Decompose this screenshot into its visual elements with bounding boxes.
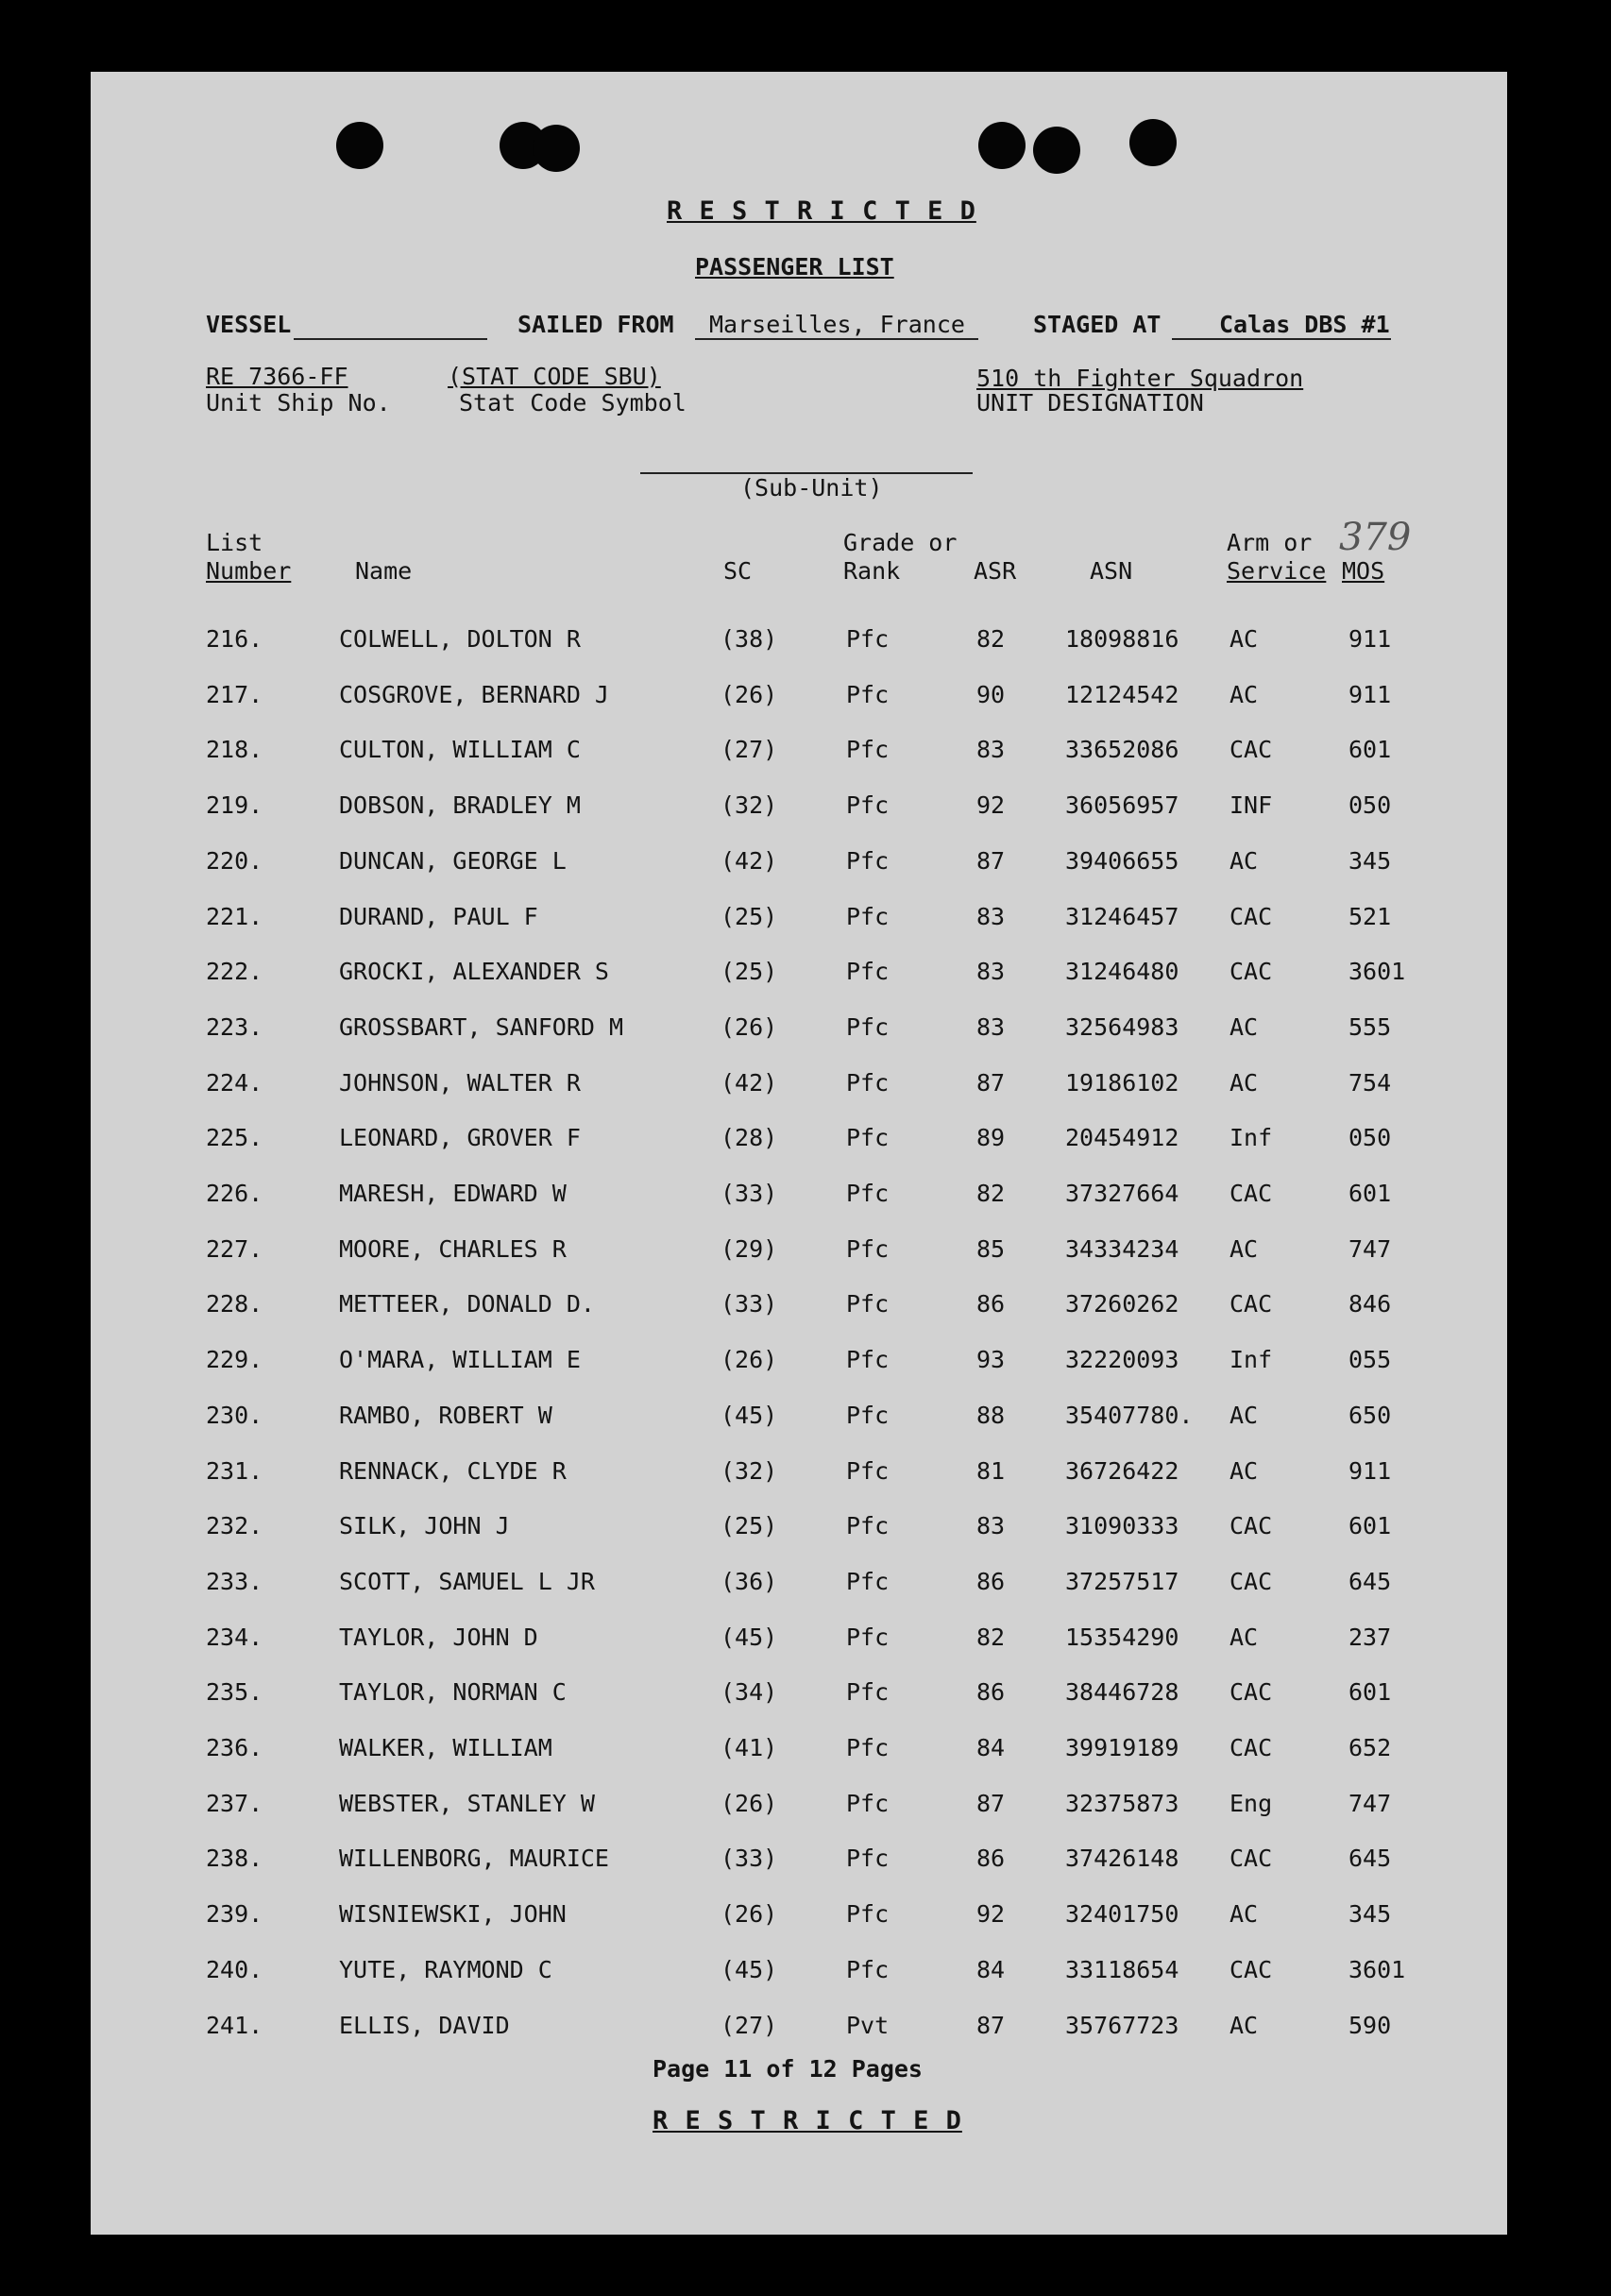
cell-asn: 15354290: [1065, 1623, 1179, 1651]
cell-mos: 601: [1348, 1678, 1392, 1707]
cell-asr: 90: [976, 680, 1006, 708]
cell-grade: Pvt: [846, 2011, 890, 2039]
cell-sc: (27): [721, 736, 778, 764]
cell-sc: (25): [721, 902, 778, 930]
punch-hole: [1129, 119, 1177, 166]
table-row: [91, 1674, 1507, 1711]
cell-grade: Pfc: [846, 902, 890, 930]
cell-name: TAYLOR, NORMAN C: [339, 1678, 567, 1707]
table-row: [91, 1785, 1507, 1823]
cell-num: 234.: [206, 1623, 263, 1651]
cell-grade: Pfc: [846, 625, 890, 653]
cell-arm: AC: [1229, 1456, 1259, 1485]
cell-num: 226.: [206, 1180, 263, 1207]
page-stamp-number: 379: [1339, 516, 1412, 559]
cell-sc: (26): [721, 680, 778, 708]
cell-arm: CAC: [1229, 1290, 1273, 1318]
cell-asn: 35767723: [1065, 2011, 1179, 2039]
cell-asn: 38446728: [1065, 1678, 1179, 1707]
cell-name: WILLENBORG, MAURICE: [339, 1845, 609, 1873]
cell-sc: (32): [721, 791, 778, 820]
cell-mos: 050: [1348, 791, 1392, 820]
cell-mos: 645: [1348, 1567, 1392, 1595]
cell-asn: 36056957: [1065, 791, 1179, 820]
cell-asr: 82: [976, 1623, 1006, 1651]
table-row: [91, 621, 1507, 658]
cell-name: RAMBO, ROBERT W: [339, 1401, 552, 1429]
cell-arm: AC: [1229, 1012, 1259, 1041]
cell-name: METTEER, DONALD D.: [339, 1290, 595, 1318]
cell-sc: (32): [721, 1456, 778, 1485]
cell-asr: 82: [976, 1180, 1006, 1207]
table-row: [91, 787, 1507, 825]
cell-sc: (45): [721, 1955, 778, 1983]
cell-name: COSGROVE, BERNARD J: [339, 680, 609, 708]
staged-at-line: [1172, 338, 1391, 340]
cell-mos: 754: [1348, 1068, 1392, 1097]
cell-asn: 37327664: [1065, 1180, 1179, 1207]
col-arm-2: Service: [1227, 557, 1327, 585]
cell-mos: 3601: [1348, 1955, 1406, 1983]
cell-sc: (33): [721, 1180, 778, 1207]
restricted-footer: R E S T R I C T E D: [653, 2106, 962, 2135]
sub-unit-label: (Sub-Unit): [740, 474, 883, 502]
cell-sc: (42): [721, 846, 778, 875]
cell-sc: (41): [721, 1734, 778, 1761]
cell-asr: 87: [976, 1789, 1006, 1817]
cell-name: MARESH, EDWARD W: [339, 1180, 567, 1207]
cell-grade: Pfc: [846, 1512, 890, 1540]
cell-num: 224.: [206, 1068, 263, 1097]
cell-sc: (26): [721, 1789, 778, 1817]
cell-name: TAYLOR, JOHN D: [339, 1623, 538, 1651]
cell-arm: AC: [1229, 2011, 1259, 2039]
cell-sc: (42): [721, 1068, 778, 1097]
cell-grade: Pfc: [846, 1012, 890, 1041]
cell-mos: 601: [1348, 1512, 1392, 1540]
table-row: [91, 1729, 1507, 1767]
vessel-line: [294, 338, 487, 340]
table-row: [91, 1619, 1507, 1657]
cell-grade: Pfc: [846, 736, 890, 764]
cell-arm: CAC: [1229, 1512, 1273, 1540]
cell-num: 222.: [206, 958, 263, 986]
cell-name: CULTON, WILLIAM C: [339, 736, 581, 764]
cell-mos: 590: [1348, 2011, 1392, 2039]
cell-sc: (26): [721, 1900, 778, 1929]
cell-asn: 31246457: [1065, 902, 1179, 930]
cell-asn: 18098816: [1065, 625, 1179, 653]
col-mos: MOS: [1342, 557, 1385, 585]
stat-code-value: (STAT CODE SBU): [448, 363, 661, 390]
cell-mos: 555: [1348, 1012, 1392, 1041]
cell-asr: 81: [976, 1456, 1006, 1485]
cell-name: COLWELL, DOLTON R: [339, 625, 581, 653]
cell-mos: 645: [1348, 1845, 1392, 1873]
cell-asr: 87: [976, 2011, 1006, 2039]
cell-arm: AC: [1229, 680, 1259, 708]
cell-arm: Eng: [1229, 1789, 1273, 1817]
cell-sc: (34): [721, 1678, 778, 1707]
cell-asn: 39919189: [1065, 1734, 1179, 1761]
cell-asn: 32375873: [1065, 1789, 1179, 1817]
table-row: [91, 1231, 1507, 1268]
cell-arm: AC: [1229, 1900, 1259, 1929]
cell-sc: (36): [721, 1567, 778, 1595]
cell-name: WISNIEWSKI, JOHN: [339, 1900, 567, 1929]
cell-sc: (38): [721, 625, 778, 653]
cell-asr: 85: [976, 1234, 1006, 1263]
cell-asr: 93: [976, 1346, 1006, 1374]
cell-grade: Pfc: [846, 1789, 890, 1817]
cell-sc: (25): [721, 1512, 778, 1540]
cell-asr: 83: [976, 736, 1006, 764]
cell-num: 230.: [206, 1401, 263, 1429]
cell-sc: (45): [721, 1401, 778, 1429]
cell-grade: Pfc: [846, 1567, 890, 1595]
cell-asr: 86: [976, 1290, 1006, 1318]
cell-asn: 31090333: [1065, 1512, 1179, 1540]
cell-num: 240.: [206, 1955, 263, 1983]
cell-mos: 601: [1348, 1180, 1392, 1207]
cell-mos: 521: [1348, 902, 1392, 930]
col-grade-2: Rank: [843, 557, 901, 585]
cell-grade: Pfc: [846, 1180, 890, 1207]
cell-mos: 345: [1348, 1900, 1392, 1929]
cell-asn: 35407780.: [1065, 1401, 1194, 1429]
vessel-label: VESSEL: [206, 311, 292, 338]
cell-mos: 650: [1348, 1401, 1392, 1429]
cell-name: SILK, JOHN J: [339, 1512, 510, 1540]
cell-grade: Pfc: [846, 1290, 890, 1318]
cell-name: DOBSON, BRADLEY M: [339, 791, 581, 820]
cell-asr: 88: [976, 1401, 1006, 1429]
cell-grade: Pfc: [846, 1401, 890, 1429]
sailed-from-value: Marseilles, France: [709, 311, 965, 338]
cell-num: 233.: [206, 1567, 263, 1595]
table-row: [91, 731, 1507, 769]
cell-num: 239.: [206, 1900, 263, 1929]
cell-asr: 86: [976, 1567, 1006, 1595]
cell-grade: Pfc: [846, 1234, 890, 1263]
cell-grade: Pfc: [846, 1346, 890, 1374]
staged-at-label: STAGED AT: [1033, 311, 1162, 338]
table-row: [91, 1064, 1507, 1102]
cell-asn: 31246480: [1065, 958, 1179, 986]
cell-num: 238.: [206, 1845, 263, 1873]
table-row: [91, 1840, 1507, 1878]
cell-grade: Pfc: [846, 1955, 890, 1983]
cell-arm: AC: [1229, 1234, 1259, 1263]
unit-designation-value: 510 th Fighter Squadron: [976, 365, 1304, 392]
table-row: [91, 1341, 1507, 1379]
cell-sc: (27): [721, 2011, 778, 2039]
punch-hole: [978, 122, 1026, 169]
cell-asr: 84: [976, 1734, 1006, 1761]
cell-asn: 33652086: [1065, 736, 1179, 764]
cell-num: 219.: [206, 791, 263, 820]
table-row: [91, 842, 1507, 880]
cell-arm: CAC: [1229, 902, 1273, 930]
cell-num: 241.: [206, 2011, 263, 2039]
cell-mos: 237: [1348, 1623, 1392, 1651]
table-row: [91, 1285, 1507, 1323]
cell-name: WALKER, WILLIAM: [339, 1734, 552, 1761]
document-page: [91, 72, 1507, 2235]
cell-sc: (26): [721, 1346, 778, 1374]
cell-mos: 911: [1348, 625, 1392, 653]
page-info: Page 11 of 12 Pages: [653, 2055, 923, 2083]
passenger-list-title: PASSENGER LIST: [695, 253, 894, 281]
cell-num: 232.: [206, 1512, 263, 1540]
unit-ship-no-value: RE 7366-FF: [206, 363, 348, 390]
cell-arm: AC: [1229, 1401, 1259, 1429]
table-row: [91, 1175, 1507, 1213]
cell-asn: 39406655: [1065, 846, 1179, 875]
restricted-title: R E S T R I C T E D: [667, 196, 976, 226]
cell-asr: 86: [976, 1678, 1006, 1707]
cell-asn: 19186102: [1065, 1068, 1179, 1097]
cell-mos: 055: [1348, 1346, 1392, 1374]
col-list-number-1: List: [206, 529, 263, 556]
sailed-from-line: [695, 338, 978, 340]
cell-grade: Pfc: [846, 1623, 890, 1651]
col-arm-1: Arm or: [1227, 529, 1313, 556]
cell-num: 221.: [206, 902, 263, 930]
cell-mos: 345: [1348, 846, 1392, 875]
cell-asr: 83: [976, 958, 1006, 986]
table-row: [91, 1563, 1507, 1601]
table-row: [91, 1896, 1507, 1933]
cell-mos: 846: [1348, 1290, 1392, 1318]
cell-asr: 92: [976, 791, 1006, 820]
cell-asr: 92: [976, 1900, 1006, 1929]
cell-asr: 87: [976, 846, 1006, 875]
cell-asn: 34334234: [1065, 1234, 1179, 1263]
cell-mos: 050: [1348, 1124, 1392, 1152]
unit-ship-no-label: Unit Ship No.: [206, 389, 391, 417]
cell-grade: Pfc: [846, 1678, 890, 1707]
cell-arm: AC: [1229, 1623, 1259, 1651]
cell-mos: 601: [1348, 736, 1392, 764]
cell-asn: 20454912: [1065, 1124, 1179, 1152]
cell-asr: 82: [976, 625, 1006, 653]
cell-arm: CAC: [1229, 1734, 1273, 1761]
sailed-from-label: SAILED FROM: [517, 311, 674, 338]
cell-mos: 911: [1348, 1456, 1392, 1485]
table-row: [91, 1119, 1507, 1157]
cell-sc: (45): [721, 1623, 778, 1651]
cell-asr: 83: [976, 1512, 1006, 1540]
punch-hole: [336, 122, 383, 169]
cell-arm: AC: [1229, 1068, 1259, 1097]
cell-sc: (25): [721, 958, 778, 986]
cell-name: LEONARD, GROVER F: [339, 1124, 581, 1152]
cell-name: ELLIS, DAVID: [339, 2011, 510, 2039]
cell-asn: 32401750: [1065, 1900, 1179, 1929]
cell-name: YUTE, RAYMOND C: [339, 1955, 552, 1983]
table-row: [91, 1507, 1507, 1545]
cell-grade: Pfc: [846, 791, 890, 820]
cell-asr: 86: [976, 1845, 1006, 1873]
cell-num: 223.: [206, 1012, 263, 1041]
cell-arm: CAC: [1229, 958, 1273, 986]
col-list-number-2: Number: [206, 557, 292, 585]
cell-num: 235.: [206, 1678, 263, 1707]
table-row: [91, 676, 1507, 714]
unit-designation-label: UNIT DESIGNATION: [976, 389, 1204, 417]
cell-asn: 37257517: [1065, 1567, 1179, 1595]
cell-asr: 89: [976, 1124, 1006, 1152]
table-row: [91, 1397, 1507, 1435]
col-asr: ASR: [974, 557, 1017, 585]
cell-grade: Pfc: [846, 1068, 890, 1097]
table-row: [91, 1453, 1507, 1490]
cell-num: 225.: [206, 1124, 263, 1152]
cell-mos: 747: [1348, 1234, 1392, 1263]
cell-name: GROCKI, ALEXANDER S: [339, 958, 609, 986]
cell-mos: 652: [1348, 1734, 1392, 1761]
cell-asn: 33118654: [1065, 1955, 1179, 1983]
cell-sc: (29): [721, 1234, 778, 1263]
cell-name: DUNCAN, GEORGE L: [339, 846, 567, 875]
cell-asr: 87: [976, 1068, 1006, 1097]
table-row: [91, 2007, 1507, 2045]
cell-grade: Pfc: [846, 1456, 890, 1485]
cell-num: 220.: [206, 846, 263, 875]
cell-sc: (33): [721, 1290, 778, 1318]
cell-sc: (33): [721, 1845, 778, 1873]
cell-asn: 32564983: [1065, 1012, 1179, 1041]
cell-asn: 32220093: [1065, 1346, 1179, 1374]
cell-grade: Pfc: [846, 680, 890, 708]
table-row: [91, 1951, 1507, 1989]
table-row: [91, 953, 1507, 991]
cell-name: DURAND, PAUL F: [339, 902, 538, 930]
cell-asr: 83: [976, 1012, 1006, 1041]
cell-num: 229.: [206, 1346, 263, 1374]
cell-num: 227.: [206, 1234, 263, 1263]
punch-hole: [533, 125, 580, 172]
cell-asr: 83: [976, 902, 1006, 930]
col-sc: SC: [723, 557, 753, 585]
cell-grade: Pfc: [846, 846, 890, 875]
cell-asn: 37426148: [1065, 1845, 1179, 1873]
table-row: [91, 898, 1507, 936]
cell-name: WEBSTER, STANLEY W: [339, 1789, 595, 1817]
cell-num: 228.: [206, 1290, 263, 1318]
cell-name: MOORE, CHARLES R: [339, 1234, 567, 1263]
cell-arm: Inf: [1229, 1346, 1273, 1374]
cell-num: 237.: [206, 1789, 263, 1817]
cell-grade: Pfc: [846, 1734, 890, 1761]
cell-sc: (26): [721, 1012, 778, 1041]
cell-grade: Pfc: [846, 1124, 890, 1152]
cell-arm: CAC: [1229, 1845, 1273, 1873]
cell-arm: CAC: [1229, 1180, 1273, 1207]
cell-mos: 3601: [1348, 958, 1406, 986]
cell-mos: 747: [1348, 1789, 1392, 1817]
stat-code-label: Stat Code Symbol: [459, 389, 687, 417]
cell-grade: Pfc: [846, 958, 890, 986]
cell-arm: CAC: [1229, 1678, 1273, 1707]
cell-grade: Pfc: [846, 1900, 890, 1929]
cell-num: 216.: [206, 625, 263, 653]
col-asn: ASN: [1090, 557, 1133, 585]
cell-asr: 84: [976, 1955, 1006, 1983]
cell-mos: 911: [1348, 680, 1392, 708]
cell-num: 236.: [206, 1734, 263, 1761]
cell-num: 217.: [206, 680, 263, 708]
cell-num: 231.: [206, 1456, 263, 1485]
cell-name: RENNACK, CLYDE R: [339, 1456, 567, 1485]
col-grade-1: Grade or: [843, 529, 958, 556]
cell-arm: INF: [1229, 791, 1273, 820]
cell-asn: 37260262: [1065, 1290, 1179, 1318]
cell-arm: Inf: [1229, 1124, 1273, 1152]
cell-arm: AC: [1229, 625, 1259, 653]
cell-name: GROSSBART, SANFORD M: [339, 1012, 624, 1041]
cell-arm: CAC: [1229, 736, 1273, 764]
cell-name: JOHNSON, WALTER R: [339, 1068, 581, 1097]
cell-arm: AC: [1229, 846, 1259, 875]
cell-asn: 36726422: [1065, 1456, 1179, 1485]
cell-asn: 12124542: [1065, 680, 1179, 708]
punch-hole: [1033, 127, 1080, 174]
col-name: Name: [355, 557, 413, 585]
cell-sc: (28): [721, 1124, 778, 1152]
staged-at-value: Calas DBS #1: [1219, 311, 1390, 338]
cell-name: O'MARA, WILLIAM E: [339, 1346, 581, 1374]
cell-grade: Pfc: [846, 1845, 890, 1873]
table-row: [91, 1009, 1507, 1046]
cell-arm: CAC: [1229, 1567, 1273, 1595]
cell-name: SCOTT, SAMUEL L JR: [339, 1567, 595, 1595]
cell-arm: CAC: [1229, 1955, 1273, 1983]
cell-num: 218.: [206, 736, 263, 764]
